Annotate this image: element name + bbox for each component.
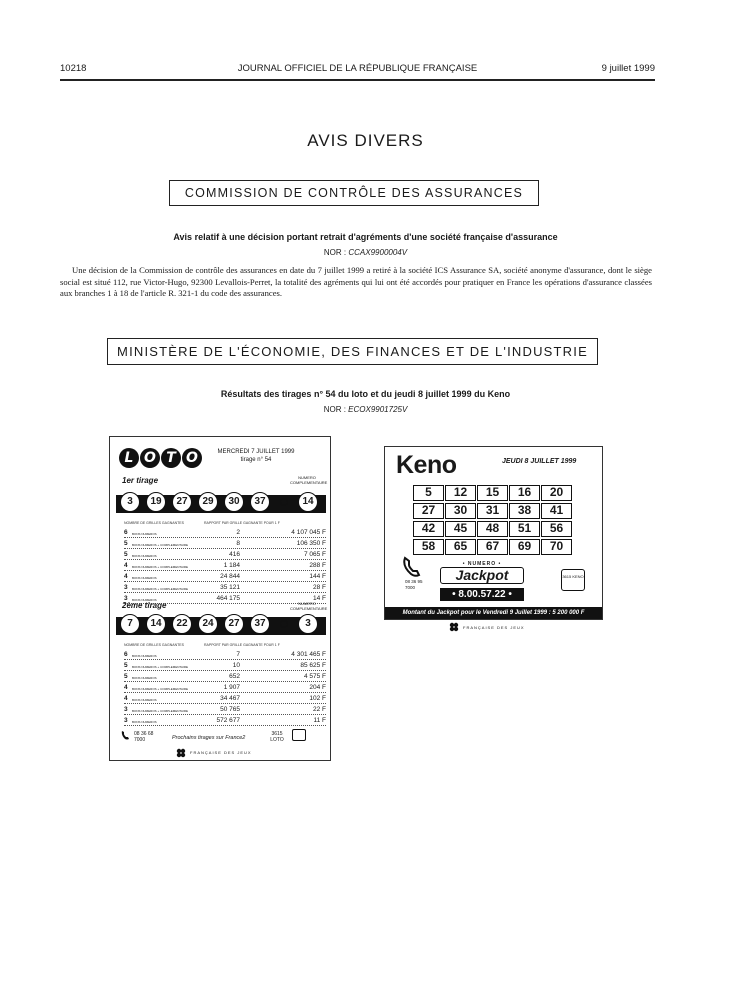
keno-number: 42 bbox=[413, 521, 444, 537]
commission-heading: COMMISSION DE CONTRÔLE DES ASSURANCES bbox=[169, 180, 539, 206]
winner-count: 1 184 bbox=[223, 562, 240, 569]
results-row bbox=[124, 584, 326, 593]
lotto-ball: 27 bbox=[224, 614, 244, 634]
logo-letter: T bbox=[161, 448, 181, 468]
journal-header bbox=[60, 63, 655, 77]
keno-date: JEUDI 8 JUILLET 1999 bbox=[502, 458, 577, 465]
column-header-left: NOMBRE DE GRILLES GAGNANTES bbox=[124, 643, 184, 647]
rank: 4 bbox=[124, 573, 128, 580]
lotto-ball: 27 bbox=[172, 492, 192, 512]
payout-amount: 22 F bbox=[312, 706, 326, 713]
keno-number: 31 bbox=[477, 503, 508, 519]
winner-count: 572 677 bbox=[216, 717, 240, 724]
minitel-keno: 3615 KENO bbox=[561, 569, 585, 591]
logo-letter: L bbox=[119, 448, 139, 468]
rank-label: BONS NUMEROS + COMPLEMENTAIRE bbox=[132, 587, 189, 591]
loto-brand: FRANÇAISE DES JEUX bbox=[190, 750, 252, 755]
results-row bbox=[124, 562, 326, 571]
results-row bbox=[124, 673, 326, 682]
clover-icon bbox=[176, 748, 186, 758]
lotto-ball: 22 bbox=[172, 614, 192, 634]
payout-amount: 11 F bbox=[313, 717, 326, 724]
payout-amount: 106 350 F bbox=[296, 540, 326, 547]
header-rule bbox=[60, 79, 655, 81]
separator-dot bbox=[280, 498, 288, 506]
payout-amount: 28 F bbox=[312, 584, 326, 591]
winner-count: 2 bbox=[236, 529, 240, 536]
loto-date: MERCREDI 7 JUILLET 1999 bbox=[217, 449, 295, 455]
separator-dot bbox=[280, 620, 288, 628]
draw2-balls bbox=[118, 614, 328, 638]
phone-icon bbox=[120, 729, 132, 741]
section-title: AVIS DIVERS bbox=[307, 131, 424, 150]
keno-number: 45 bbox=[445, 521, 476, 537]
rank-label: BONS NUMEROS + COMPLEMENTAIRE bbox=[132, 565, 189, 569]
keno-number: 30 bbox=[445, 503, 476, 519]
winner-count: 652 bbox=[229, 673, 240, 680]
rank: 5 bbox=[124, 551, 128, 558]
keno-results-panel bbox=[384, 446, 603, 620]
draw2-label: 2ème tirage bbox=[122, 601, 167, 610]
phone-icon bbox=[401, 555, 425, 579]
ministry-notice-title: Résultats des tirages n° 54 du loto et du jeudi 8 juillet 1999 du Keno bbox=[220, 389, 511, 399]
keno-number: 16 bbox=[509, 485, 540, 501]
payout-amount: 102 F bbox=[309, 695, 326, 702]
jackpot-label: • NUMERO • bbox=[462, 561, 502, 567]
payout-amount: 4 107 045 F bbox=[291, 529, 326, 536]
jackpot-number: • 8.00.57.22 • bbox=[440, 588, 524, 601]
issue-date: 9 juillet 1999 bbox=[601, 63, 655, 74]
nor-code: CCAX9900004V bbox=[348, 248, 408, 257]
rank: 4 bbox=[124, 695, 128, 702]
results-row bbox=[124, 717, 326, 726]
winner-count: 34 467 bbox=[220, 695, 240, 702]
rank-label: BONS NUMEROS bbox=[132, 576, 157, 580]
jackpot-word: Jackpot bbox=[440, 567, 524, 584]
column-header-left: NOMBRE DE GRILLES GAGNANTES bbox=[124, 521, 184, 525]
keno-number: 70 bbox=[541, 539, 572, 555]
complementary-ball: 3 bbox=[298, 614, 318, 634]
rank: 6 bbox=[124, 529, 128, 536]
keno-number: 20 bbox=[541, 485, 572, 501]
keno-number: 67 bbox=[477, 539, 508, 555]
rank-label: BONS NUMEROS + COMPLEMENTAIRE bbox=[132, 543, 189, 547]
payout-amount: 7 065 F bbox=[303, 551, 326, 558]
keno-number: 41 bbox=[541, 503, 572, 519]
results-row bbox=[124, 573, 326, 582]
column-header-right: RAPPORT PAR GRILLE GAGNANTE POUR 1 F bbox=[204, 521, 280, 525]
results-row bbox=[124, 529, 326, 538]
winner-count: 8 bbox=[236, 540, 240, 547]
page-number: 10218 bbox=[60, 63, 87, 74]
rank: 5 bbox=[124, 673, 128, 680]
payout-amount: 204 F bbox=[309, 684, 326, 691]
column-header bbox=[124, 643, 324, 647]
keno-number: 12 bbox=[445, 485, 476, 501]
logo-letter: O bbox=[140, 448, 160, 468]
rank: 5 bbox=[124, 540, 128, 547]
rank: 3 bbox=[124, 706, 128, 713]
loto-results-panel bbox=[109, 436, 331, 761]
next-draws: Prochains tirages sur France2 bbox=[172, 735, 246, 741]
lotto-ball: 7 bbox=[120, 614, 140, 634]
rank-label: BONS NUMEROS + COMPLEMENTAIRE bbox=[132, 687, 189, 691]
phone-suffix: 7000 bbox=[405, 585, 416, 590]
minitel-code: 3615 LOTO bbox=[270, 731, 284, 743]
keno-number: 5 bbox=[413, 485, 444, 501]
column-header bbox=[124, 521, 324, 525]
rank-label: BONS NUMEROS bbox=[132, 532, 157, 536]
minitel-icon bbox=[292, 729, 306, 741]
phone-number: 08 36 68 bbox=[134, 731, 154, 737]
keno-number: 27 bbox=[413, 503, 444, 519]
winner-count: 7 bbox=[236, 651, 240, 658]
keno-title: Keno bbox=[396, 451, 457, 479]
results-row bbox=[124, 706, 326, 715]
winner-count: 35 121 bbox=[220, 584, 240, 591]
logo-letter: O bbox=[182, 448, 202, 468]
rank-label: BONS NUMEROS bbox=[132, 598, 157, 602]
winner-count: 24 844 bbox=[220, 573, 240, 580]
keno-phone bbox=[405, 579, 423, 591]
journal-title: JOURNAL OFFICIEL DE LA RÉPUBLIQUE FRANÇAISE bbox=[237, 63, 478, 74]
rank-label: BONS NUMEROS bbox=[132, 698, 157, 702]
lotto-ball: 29 bbox=[198, 492, 218, 512]
payout-amount: 288 F bbox=[309, 562, 326, 569]
phone-number: 08 36 95 bbox=[405, 579, 423, 584]
keno-number: 48 bbox=[477, 521, 508, 537]
jackpot-box bbox=[436, 561, 528, 601]
results-row bbox=[124, 551, 326, 560]
payout-amount: 144 F bbox=[309, 573, 326, 580]
results-row bbox=[124, 684, 326, 693]
ministry-nor bbox=[0, 405, 731, 414]
lotto-ball: 37 bbox=[250, 614, 270, 634]
keno-number: 58 bbox=[413, 539, 444, 555]
jackpot-band: Montant du Jackpot pour le Vendredi 9 Juillet 1999 : 5 200 000 F bbox=[385, 607, 602, 619]
keno-number: 51 bbox=[509, 521, 540, 537]
column-header-right: RAPPORT PAR GRILLE GAGNANTE POUR 1 F bbox=[204, 643, 280, 647]
lotto-ball: 19 bbox=[146, 492, 166, 512]
rank-label: BONS NUMEROS + COMPLEMENTAIRE bbox=[132, 665, 189, 669]
payout-amount: 4 575 F bbox=[303, 673, 326, 680]
keno-number: 69 bbox=[509, 539, 540, 555]
phone-suffix: 7000 bbox=[134, 737, 146, 743]
keno-number: 65 bbox=[445, 539, 476, 555]
winner-count: 10 bbox=[232, 662, 240, 669]
ministry-heading: MINISTÈRE DE L'ÉCONOMIE, DES FINANCES ET DE L'INDUSTRIE bbox=[107, 338, 598, 365]
rank: 4 bbox=[124, 684, 128, 691]
rank-label: BONS NUMEROS + COMPLEMENTAIRE bbox=[132, 709, 189, 713]
rank-label: BONS NUMEROS bbox=[132, 554, 157, 558]
loto-draw-number: tirage n° 54 bbox=[240, 457, 272, 463]
rank: 6 bbox=[124, 651, 128, 658]
lotto-ball: 24 bbox=[198, 614, 218, 634]
commission-body: Une décision de la Commission de contrôle des assurances en date du 7 juillet 1999 a retiré à la société ICS Assurance SA, société anonyme d'assurance, dont le siège social est situé 112, rue Victor-Hugo, 92300 Levallois-Perret, la totalité des agréments qui lui ont été accordés pour pratiquer en France les opérations d'assurance classées aux branches 1 à 18 de l'article R. 321-1 du code des assurances. bbox=[60, 265, 652, 298]
nor-label: NOR : bbox=[323, 405, 346, 414]
keno-number: 15 bbox=[477, 485, 508, 501]
payout-amount: 85 625 F bbox=[300, 662, 326, 669]
commission-notice-title: Avis relatif à une décision portant retrait d'agréments d'une société française d'assurance bbox=[173, 232, 558, 242]
payout-amount: 4 301 465 F bbox=[291, 651, 326, 658]
results-row bbox=[124, 662, 326, 671]
draw1-balls bbox=[118, 492, 328, 516]
lotto-ball: 14 bbox=[146, 614, 166, 634]
lotto-ball: 3 bbox=[120, 492, 140, 512]
loto-logo bbox=[119, 448, 205, 470]
winner-count: 416 bbox=[229, 551, 240, 558]
complementary-label: NUMERO COMPLEMENTAIRE bbox=[290, 475, 328, 485]
loto-date-block bbox=[210, 448, 302, 464]
rank: 3 bbox=[124, 584, 128, 591]
results-row bbox=[124, 651, 326, 660]
winner-count: 1 907 bbox=[223, 684, 240, 691]
winner-count: 464 175 bbox=[216, 595, 240, 602]
clover-icon bbox=[449, 622, 459, 632]
rank-label: BONS NUMEROS bbox=[132, 654, 157, 658]
rank: 3 bbox=[124, 595, 128, 602]
complementary-label: NUMERO COMPLEMENTAIRE bbox=[290, 601, 328, 611]
nor-label: NOR : bbox=[323, 248, 347, 257]
rank: 4 bbox=[124, 562, 128, 569]
rank-label: BONS NUMEROS bbox=[132, 720, 157, 724]
results-row bbox=[124, 540, 326, 549]
commission-nor bbox=[0, 248, 731, 257]
rank: 5 bbox=[124, 662, 128, 669]
payout-amount: 14 F bbox=[312, 595, 326, 602]
rank-label: BONS NUMEROS bbox=[132, 676, 157, 680]
lotto-ball: 30 bbox=[224, 492, 244, 512]
keno-brand: FRANÇAISE DES JEUX bbox=[463, 625, 525, 630]
lotto-ball: 37 bbox=[250, 492, 270, 512]
nor-code: ECOX9901725V bbox=[348, 405, 408, 414]
keno-number: 56 bbox=[541, 521, 572, 537]
rank: 3 bbox=[124, 717, 128, 724]
results-row bbox=[124, 695, 326, 704]
loto-phone bbox=[134, 731, 153, 743]
winner-count: 50 765 bbox=[220, 706, 240, 713]
keno-number: 38 bbox=[509, 503, 540, 519]
complementary-ball: 14 bbox=[298, 492, 318, 512]
draw1-label: 1er tirage bbox=[122, 476, 159, 485]
